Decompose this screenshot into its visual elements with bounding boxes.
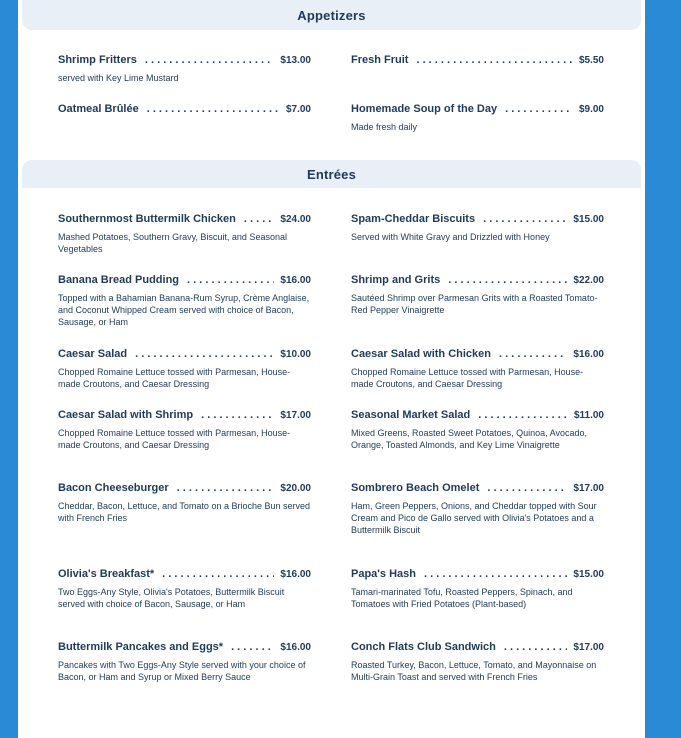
item-price: $16.00 (573, 349, 604, 360)
dot-leader (177, 482, 275, 494)
item-price: $10.00 (280, 349, 311, 360)
dot-leader (135, 348, 274, 360)
item-name: Seasonal Market Salad (351, 409, 471, 421)
item-price: $16.00 (280, 642, 311, 653)
dot-leader (187, 274, 274, 286)
item-price: $16.00 (280, 569, 311, 580)
item-name: Olivia's Breakfast* (58, 568, 155, 580)
dot-leader (505, 103, 573, 115)
dot-leader (162, 568, 274, 580)
item-price: $20.00 (280, 483, 311, 494)
dot-leader (483, 213, 567, 225)
item-description: Chopped Romaine Lettuce tossed with Parmesan, House-made Croutons, and Caesar Dressing (58, 367, 291, 389)
menu-item (351, 348, 604, 409)
dot-leader (478, 409, 568, 421)
menu-item (351, 568, 604, 641)
menu-item (58, 213, 311, 274)
item-price: $15.00 (573, 569, 604, 580)
menu-item (58, 348, 311, 409)
item-description: Roasted Turkey, Bacon, Lettuce, Tomato, and Mayonnaise on Multi-Grain Toast and served with French Fries (351, 660, 597, 682)
item-price: $16.00 (280, 275, 311, 286)
menu-item (351, 641, 604, 683)
item-description: Topped with a Bahamian Banana-Rum Syrup, Crème Anglaise, and Coconut Whipped Cream served with choice of Bacon, Sausage, or Ham (58, 293, 310, 327)
item-price: $17.00 (280, 410, 311, 421)
section-entrees (22, 160, 641, 683)
section-title: Appetizers (22, 0, 641, 30)
item-name: Fresh Fruit (351, 54, 409, 66)
dot-leader (499, 348, 567, 360)
item-name: Shrimp Fritters (58, 54, 137, 66)
item-description: Mixed Greens, Roasted Sweet Potatoes, Quinoa, Avocado, Orange, Toasted Almonds, and Key Lime Vinaigrette (351, 428, 587, 450)
menu-page (18, 0, 645, 738)
item-price: $15.00 (573, 214, 604, 225)
dot-leader (416, 54, 573, 66)
section-title: Entrées (22, 160, 641, 188)
item-name: Conch Flats Club Sandwich (351, 641, 496, 653)
item-description: Sautéed Shrimp over Parmesan Grits with a Roasted Tomato-Red Pepper Vinaigrette (351, 293, 598, 315)
item-name: Papa's Hash (351, 568, 416, 580)
item-description: Ham, Green Peppers, Onions, and Cheddar topped with Sour Cream and Pico de Gallo served with Olivia's Potatoes and a Buttermilk Biscuit (351, 501, 597, 535)
dot-leader (504, 641, 568, 653)
item-description: Two Eggs-Any Style, Olivia's Potatoes, Buttermilk Biscuit served with choice of Bacon, Sausage, or Ham (58, 587, 285, 609)
menu-item (351, 409, 604, 482)
item-price: $17.00 (573, 642, 604, 653)
menu-item (58, 274, 311, 348)
item-name: Caesar Salad (58, 348, 128, 360)
item-price: $22.00 (573, 275, 604, 286)
dot-leader (424, 568, 567, 580)
dot-leader (448, 274, 567, 286)
item-price: $7.00 (285, 104, 311, 115)
dot-leader (244, 213, 275, 225)
item-description: Chopped Romaine Lettuce tossed with Parmesan, House-made Croutons, and Caesar Dressing (58, 428, 291, 450)
item-description: Cheddar, Bacon, Lettuce, and Tomato on a Brioche Bun served with French Fries (58, 501, 310, 523)
item-name: Southernmost Buttermilk Chicken (58, 213, 236, 225)
item-name: Spam-Cheddar Biscuits (351, 213, 476, 225)
dot-leader (147, 103, 280, 115)
menu-item (351, 103, 604, 133)
menu-item (58, 54, 311, 103)
item-price: $13.00 (280, 55, 311, 66)
item-name: Homemade Soup of the Day (351, 103, 498, 115)
item-name: Oatmeal Brûlée (58, 103, 139, 115)
item-price: $17.00 (573, 483, 604, 494)
item-description: Tamari-marinated Tofu, Roasted Peppers, Spinach, and Tomatoes with Fried Potatoes (Plant-based) (351, 587, 573, 609)
menu-item (351, 274, 604, 348)
item-price: $5.50 (578, 55, 604, 66)
item-name: Caesar Salad with Chicken (351, 348, 491, 360)
dot-leader (487, 482, 567, 494)
item-name: Banana Bread Pudding (58, 274, 180, 286)
menu-item (351, 54, 604, 103)
item-description: Served with White Gravy and Drizzled with Honey (351, 232, 550, 242)
menu-item (58, 409, 311, 482)
item-name: Shrimp and Grits (351, 274, 441, 286)
item-description: Made fresh daily (351, 122, 418, 132)
item-name: Bacon Cheeseburger (58, 482, 169, 494)
item-description: served with Key Lime Mustard (58, 73, 179, 83)
item-price: $24.00 (280, 214, 311, 225)
dot-leader (231, 641, 274, 653)
item-name: Caesar Salad with Shrimp (58, 409, 194, 421)
item-price: $9.00 (578, 104, 604, 115)
menu-item (351, 213, 604, 274)
menu-item (58, 568, 311, 641)
menu-item (58, 482, 311, 568)
menu-item (58, 641, 311, 683)
item-description: Mashed Potatoes, Southern Gravy, Biscuit, and Seasonal Vegetables (58, 232, 287, 254)
dot-leader (145, 54, 275, 66)
section-appetizers (22, 0, 641, 133)
menu-item (351, 482, 604, 568)
menu-item (58, 103, 311, 133)
item-price: $11.00 (573, 410, 604, 421)
item-name: Buttermilk Pancakes and Eggs* (58, 641, 224, 653)
item-description: Chopped Romaine Lettuce tossed with Parmesan, House-made Croutons, and Caesar Dressing (351, 367, 584, 389)
item-description: Pancakes with Two Eggs-Any Style served with your choice of Bacon, or Ham and Syrup or Mixed Berry Sauce (58, 660, 306, 682)
dot-leader (201, 409, 274, 421)
item-name: Sombrero Beach Omelet (351, 482, 480, 494)
